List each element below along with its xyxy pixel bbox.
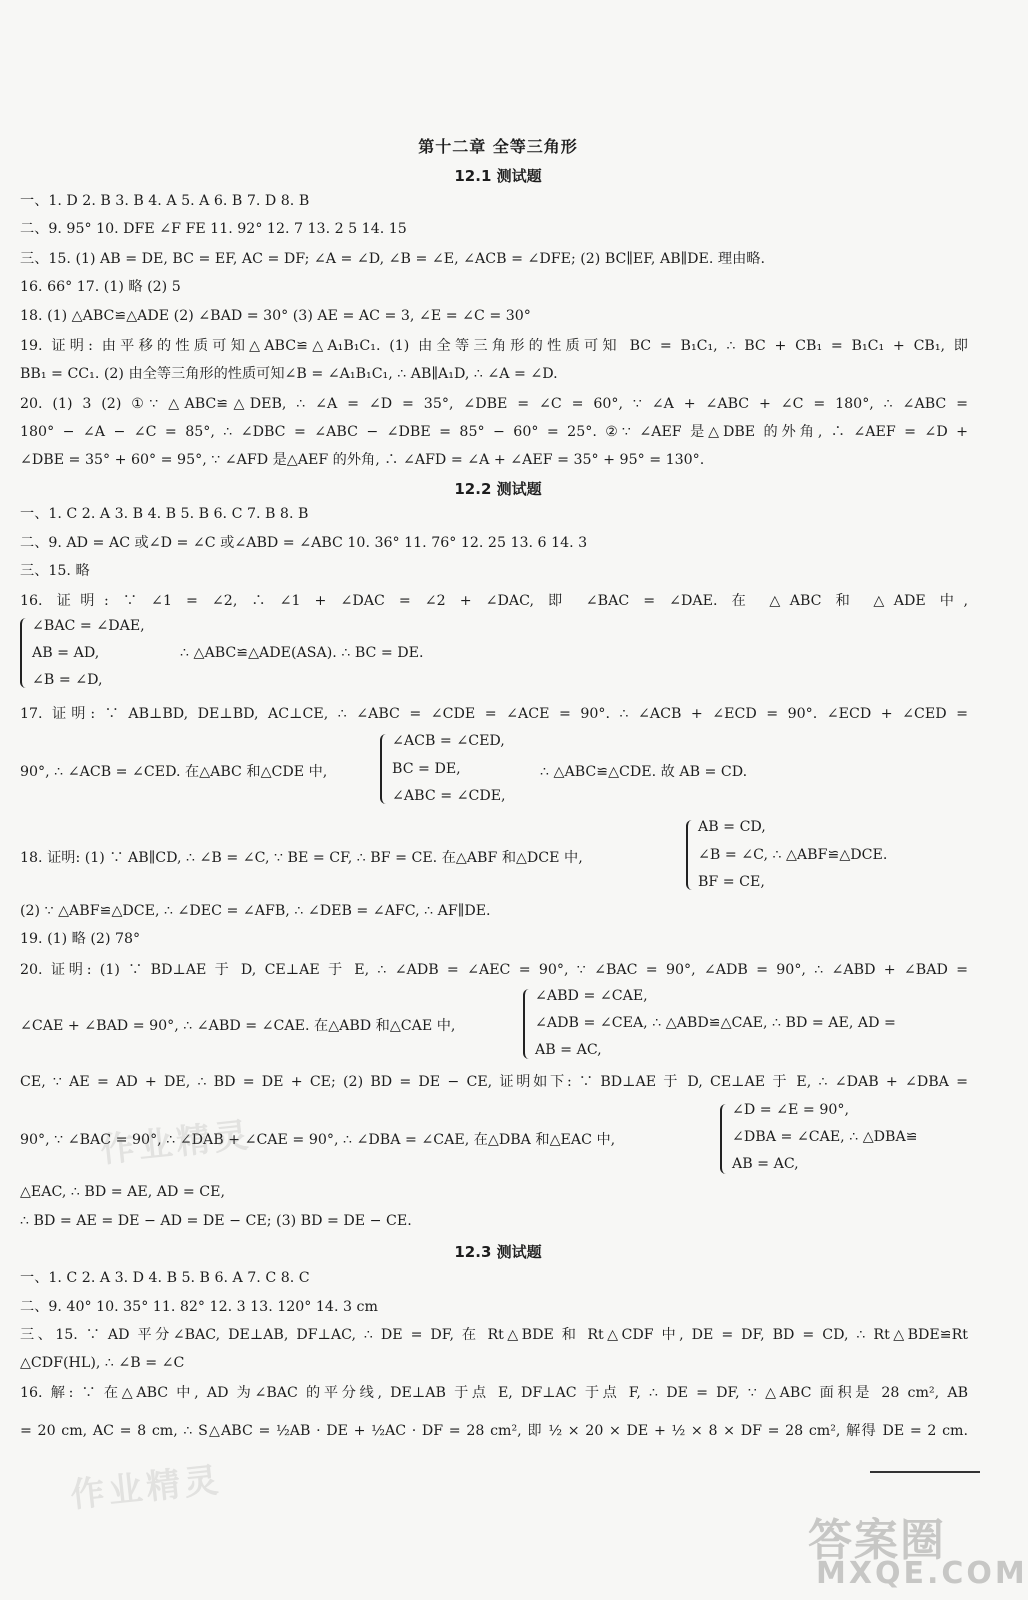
brace-row: ∠D = ∠E = 90°, [732, 1102, 849, 1118]
answer-line: 二、9. 95° 10. DFE ∠F FE 11. 92° 12. 7 13. 2 5 14. 15 [20, 221, 407, 237]
brace-row: ∠ABC = ∠CDE, [392, 788, 506, 804]
answer-line: 三、15. (1) AB = DE, BC = EF, AC = DF; ∠A = ∠D, ∠B = ∠E, ∠ACB = ∠DFE; (2) BC∥EF, AB∥DE. 理由略. [20, 251, 765, 267]
answer-line: ∠DBE = 35° + 60° = 95°, ∵ ∠AFD 是△AEF 的外角, ∴ ∠AFD = ∠A + ∠AEF = 35° + 95° = 130°. [20, 452, 705, 468]
answer-line: 二、9. 40° 10. 35° 11. 82° 12. 3 13. 120° 14. 3 cm [20, 1299, 378, 1315]
watermark-text: 作业精灵 [98, 1115, 255, 1171]
brace-result: ∴ △ABC≌△ADE(ASA). ∴ BC = DE. [180, 645, 424, 661]
brace-row: AB = CD, [698, 819, 766, 835]
chapter-title: 第十二章 全等三角形 [418, 137, 578, 156]
brace-block [20, 614, 520, 694]
answer-line: 16. 解: ∵ 在△ABC 中, AD 为∠BAC 的平分线, DE⊥AB 于点 E, DF⊥AC 于点 F, ∴ DE = DF, ∵ △ABC 面积是 28 cm², AB [20, 1385, 968, 1401]
brace-block [20, 728, 780, 808]
brace-row: ∠DBA = ∠CAE, ∴ △DBA≌ [732, 1129, 918, 1145]
brace-icon [20, 618, 28, 688]
brace-block [20, 983, 968, 1063]
brace-row: ∠ACB = ∠CED, [392, 733, 505, 749]
answer-line: 16. 66° 17. (1) 略 (2) 5 [20, 279, 181, 295]
logo-text: 答案圈 [808, 1515, 946, 1566]
answer-line: 三、15. 略 [20, 563, 90, 579]
answer-line: 三、15. ∵ AD 平分∠BAC, DE⊥AB, DF⊥AC, ∴ DE = DF, 在 Rt△BDE 和 Rt△CDF 中, DE = DF, BD = CD, ∴ Rt△BDE≌Rt [20, 1327, 968, 1343]
answer-line: 180° − ∠A − ∠C = 85°, ∴ ∠DBC = ∠ABC − ∠DBE = 85° − 60° = 25°. ②∵ ∠AEF 是△DBE 的外角, ∴ ∠AEF = ∠D + [20, 424, 968, 440]
answer-line: ∴ BD = AE = DE − AD = DE − CE; (3) BD = DE − CE. [20, 1213, 412, 1229]
brace-row: ∠ADB = ∠CEA, ∴ △ABD≌△CAE, ∴ BD = AE, AD = [535, 1015, 896, 1031]
brace-block [20, 814, 960, 894]
section-title-12-1: 12.1 测试题 [454, 167, 542, 185]
answer-line: 一、1. C 2. A 3. B 4. B 5. B 6. C 7. B 8. B [20, 506, 309, 522]
brace-row: AB = AC, [732, 1156, 799, 1172]
brace-row: BF = CE, [698, 874, 765, 890]
brace-icon [720, 1104, 728, 1174]
site-logo [808, 1504, 1028, 1594]
section-title-12-2: 12.2 测试题 [454, 480, 542, 498]
answer-line: 18. (1) △ABC≌△ADE (2) ∠BAD = 30° (3) AE = AC = 3, ∠E = ∠C = 30° [20, 308, 531, 324]
brace-lead: ∠CAE + ∠BAD = 90°, ∴ ∠ABD = ∠CAE. 在△ABD 和△CAE 中, [20, 1018, 456, 1034]
brace-row: AB = AC, [535, 1042, 602, 1058]
brace-row: BC = DE, [392, 761, 461, 777]
answer-line: 一、1. D 2. B 3. B 4. A 5. A 6. B 7. D 8. B [20, 193, 310, 209]
brace-icon [523, 989, 531, 1059]
brace-row: ∠ABD = ∠CAE, [535, 988, 648, 1004]
brace-row: ∠B = ∠D, [32, 672, 103, 688]
answer-line: 20. 证明: (1) ∵ BD⊥AE 于 D, CE⊥AE 于 E, ∴ ∠ADB = ∠AEC = 90°, ∵ ∠BAC = 90°, ∠ADB = 90°, ∴ ∠ABD + ∠BAD = [20, 962, 968, 978]
answer-line: 17. 证明: ∵ AB⊥BD, DE⊥BD, AC⊥CE, ∴ ∠ABC = ∠CDE = ∠ACE = 90°. ∴ ∠ACB + ∠ECD = 90°. ∠ECD + ∠CED = [20, 706, 968, 722]
answer-line: 二、9. AD = AC 或∠D = ∠C 或∠ABD = ∠ABC 10. 36° 11. 76° 12. 25 13. 6 14. 3 [20, 535, 588, 551]
answer-line: △EAC, ∴ BD = AE, AD = CE, [20, 1184, 225, 1200]
brace-icon [686, 820, 694, 890]
answer-line: (2) ∵ △ABF≌△DCE, ∴ ∠DEC = ∠AFB, ∴ ∠DEB = ∠AFC, ∴ AF∥DE. [20, 903, 491, 919]
brace-row: AB = AD, [32, 645, 100, 661]
answer-line: 19. (1) 略 (2) 78° [20, 931, 141, 947]
section-title-12-3: 12.3 测试题 [454, 1243, 542, 1261]
answer-line: 20. (1) 3 (2) ①∵ △ABC≌△DEB, ∴ ∠A = ∠D = 35°, ∠DBE = ∠C = 60°, ∵ ∠A + ∠ABC + ∠C = 180°, ∴ ∠ABC = [20, 396, 968, 412]
brace-icon [380, 734, 388, 804]
logo-url: MXQE.COM [816, 1556, 1028, 1591]
brace-lead: 90°, ∴ ∠ACB = ∠CED. 在△ABC 和△CDE 中, [20, 764, 328, 780]
answer-line: 一、1. C 2. A 3. D 4. B 5. B 6. A 7. C 8. C [20, 1270, 310, 1286]
answer-line: BB₁ = CC₁. (2) 由全等三角形的性质可知∠B = ∠A₁B₁C₁, ∴ AB∥A₁D, ∴ ∠A = ∠D. [20, 366, 558, 382]
answer-line: CE, ∵ AE = AD + DE, ∴ BD = DE + CE; (2) BD = DE − CE, 证明如下: ∵ BD⊥AE 于 D, CE⊥AE 于 E, ∴ ∠DAB + ∠DBA = [20, 1074, 968, 1090]
watermark-text: 作业精灵 [68, 1460, 225, 1516]
answer-line: 16. 证明: ∵ ∠1 = ∠2, ∴ ∠1 + ∠DAC = ∠2 + ∠DAC, 即 ∠BAC = ∠DAE. 在 △ABC 和 △ADE 中, [20, 593, 968, 609]
answer-line: = 20 cm, AC = 8 cm, ∴ S△ABC = ½AB · DE + ½AC · DF = 28 cm², 即 ½ × 20 × DE + ½ × 8 × DF = 28 cm², 解得 DE = 2 cm. [20, 1423, 968, 1439]
brace-lead: 18. 证明: (1) ∵ AB∥CD, ∴ ∠B = ∠C, ∵ BE = CF, ∴ BF = CE. 在△ABF 和△DCE 中, [20, 850, 583, 866]
divider [870, 1471, 980, 1473]
brace-row: ∠BAC = ∠DAE, [32, 618, 145, 634]
brace-lead: 90°, ∵ ∠BAC = 90°, ∴ ∠DAB + ∠CAE = 90°, ∴ ∠DBA = ∠CAE, 在△DBA 和△EAC 中, [20, 1132, 616, 1148]
brace-result: ∴ △ABC≌△CDE. 故 AB = CD. [540, 764, 748, 780]
answer-line: 19. 证明: 由平移的性质可知△ABC≌△A₁B₁C₁. (1) 由全等三角形的性质可知 BC = B₁C₁, ∴ BC + CB₁ = B₁C₁ + CB₁, 即 [20, 338, 968, 354]
answer-line: △CDF(HL), ∴ ∠B = ∠C [20, 1355, 185, 1371]
brace-row: ∠B = ∠C, ∴ △ABF≌△DCE. [698, 847, 888, 863]
